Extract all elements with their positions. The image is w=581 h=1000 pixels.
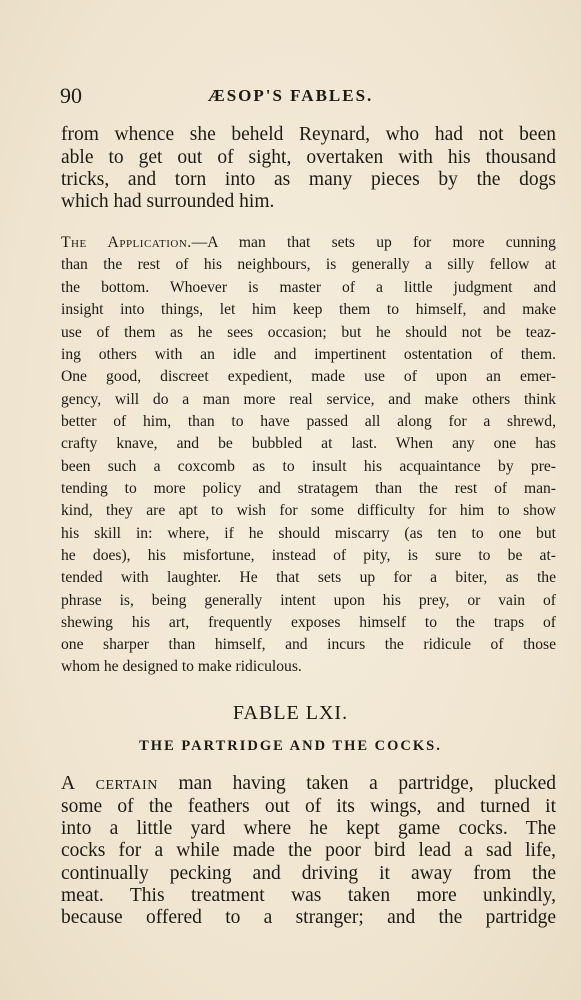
text-line: one sharper than himself, and incurs the ridicule of those [61, 636, 556, 653]
text-line: ing others with an idle and impertinent ostentation of them. [61, 346, 556, 363]
text-line: phrase is, being generally intent upon his prey, or vain of [61, 592, 556, 609]
opening-word: A certain [61, 773, 158, 794]
application-label: The Application. [61, 234, 192, 251]
text-line: continually pecking and driving it away from the [61, 863, 556, 884]
text-line: because offered to a stranger; and the partridge [61, 907, 556, 928]
text-line: kind, they are apt to wish for some difficulty for him to show [61, 502, 556, 519]
text-line: cocks for a while made the poor bird lead a sad life, [61, 840, 556, 861]
text-line: into a little yard where he kept game cocks. The [61, 818, 556, 839]
text-line: One good, discreet expedient, made use of upon an emer- [61, 368, 556, 385]
text-line: use of them as he sees occasion; but he should not be teaz- [61, 324, 556, 341]
text-line: shewing his art, frequently exposes himself to the traps of [61, 614, 556, 631]
fable-title: FABLE LXI. [232, 702, 349, 724]
text-line: than the rest of his neighbours, is generally a silly fellow at [61, 256, 556, 273]
running-head: ÆSOP'S FABLES. [207, 86, 374, 105]
text-line: which had surrounded him. [61, 191, 275, 212]
fable-subtitle: THE PARTRIDGE AND THE COCKS. [139, 738, 442, 754]
text-line: tricks, and torn into as many pieces by the dogs [61, 169, 556, 190]
text-line: meat. This treatment was taken more unkindly, [61, 885, 556, 906]
text-line: able to get out of sight, overtaken with his thousand [61, 147, 556, 168]
text-line: the bottom. Whoever is master of a little judgment and [61, 279, 556, 296]
text-line: crafty knave, and be bubbled at last. When any one has [61, 435, 556, 452]
text-line: tending to more policy and stratagem than the rest of man- [61, 480, 556, 497]
page-number: 90 [60, 83, 82, 108]
text-line: his skill in: where, if he should miscarry (as ten to one but [61, 525, 556, 542]
text-line: from whence she beheld Reynard, who had not been [61, 124, 556, 145]
text-line: been such a coxcomb as to insult his acquaintance by pre- [61, 458, 556, 475]
text-line: gency, will do a man more real service, and make others think [61, 391, 556, 408]
text-line: The Application.—A man that sets up for more cunning [61, 234, 556, 251]
text-line: better of him, than to have passed all along for a shrewd, [61, 413, 556, 430]
text-line: whom he designed to make ridiculous. [61, 658, 302, 675]
text-line: some of the feathers out of its wings, and turned it [61, 796, 556, 817]
text-line: tended with laughter. He that sets up for a biter, as the [61, 569, 556, 586]
page-header [60, 83, 521, 107]
text-line: A certain man having taken a partridge, plucked [61, 773, 556, 794]
text-line: he does), his misfortune, instead of pity, is sure to be at- [61, 547, 556, 564]
text-line: insight into things, let him keep them to himself, and make [61, 301, 556, 318]
